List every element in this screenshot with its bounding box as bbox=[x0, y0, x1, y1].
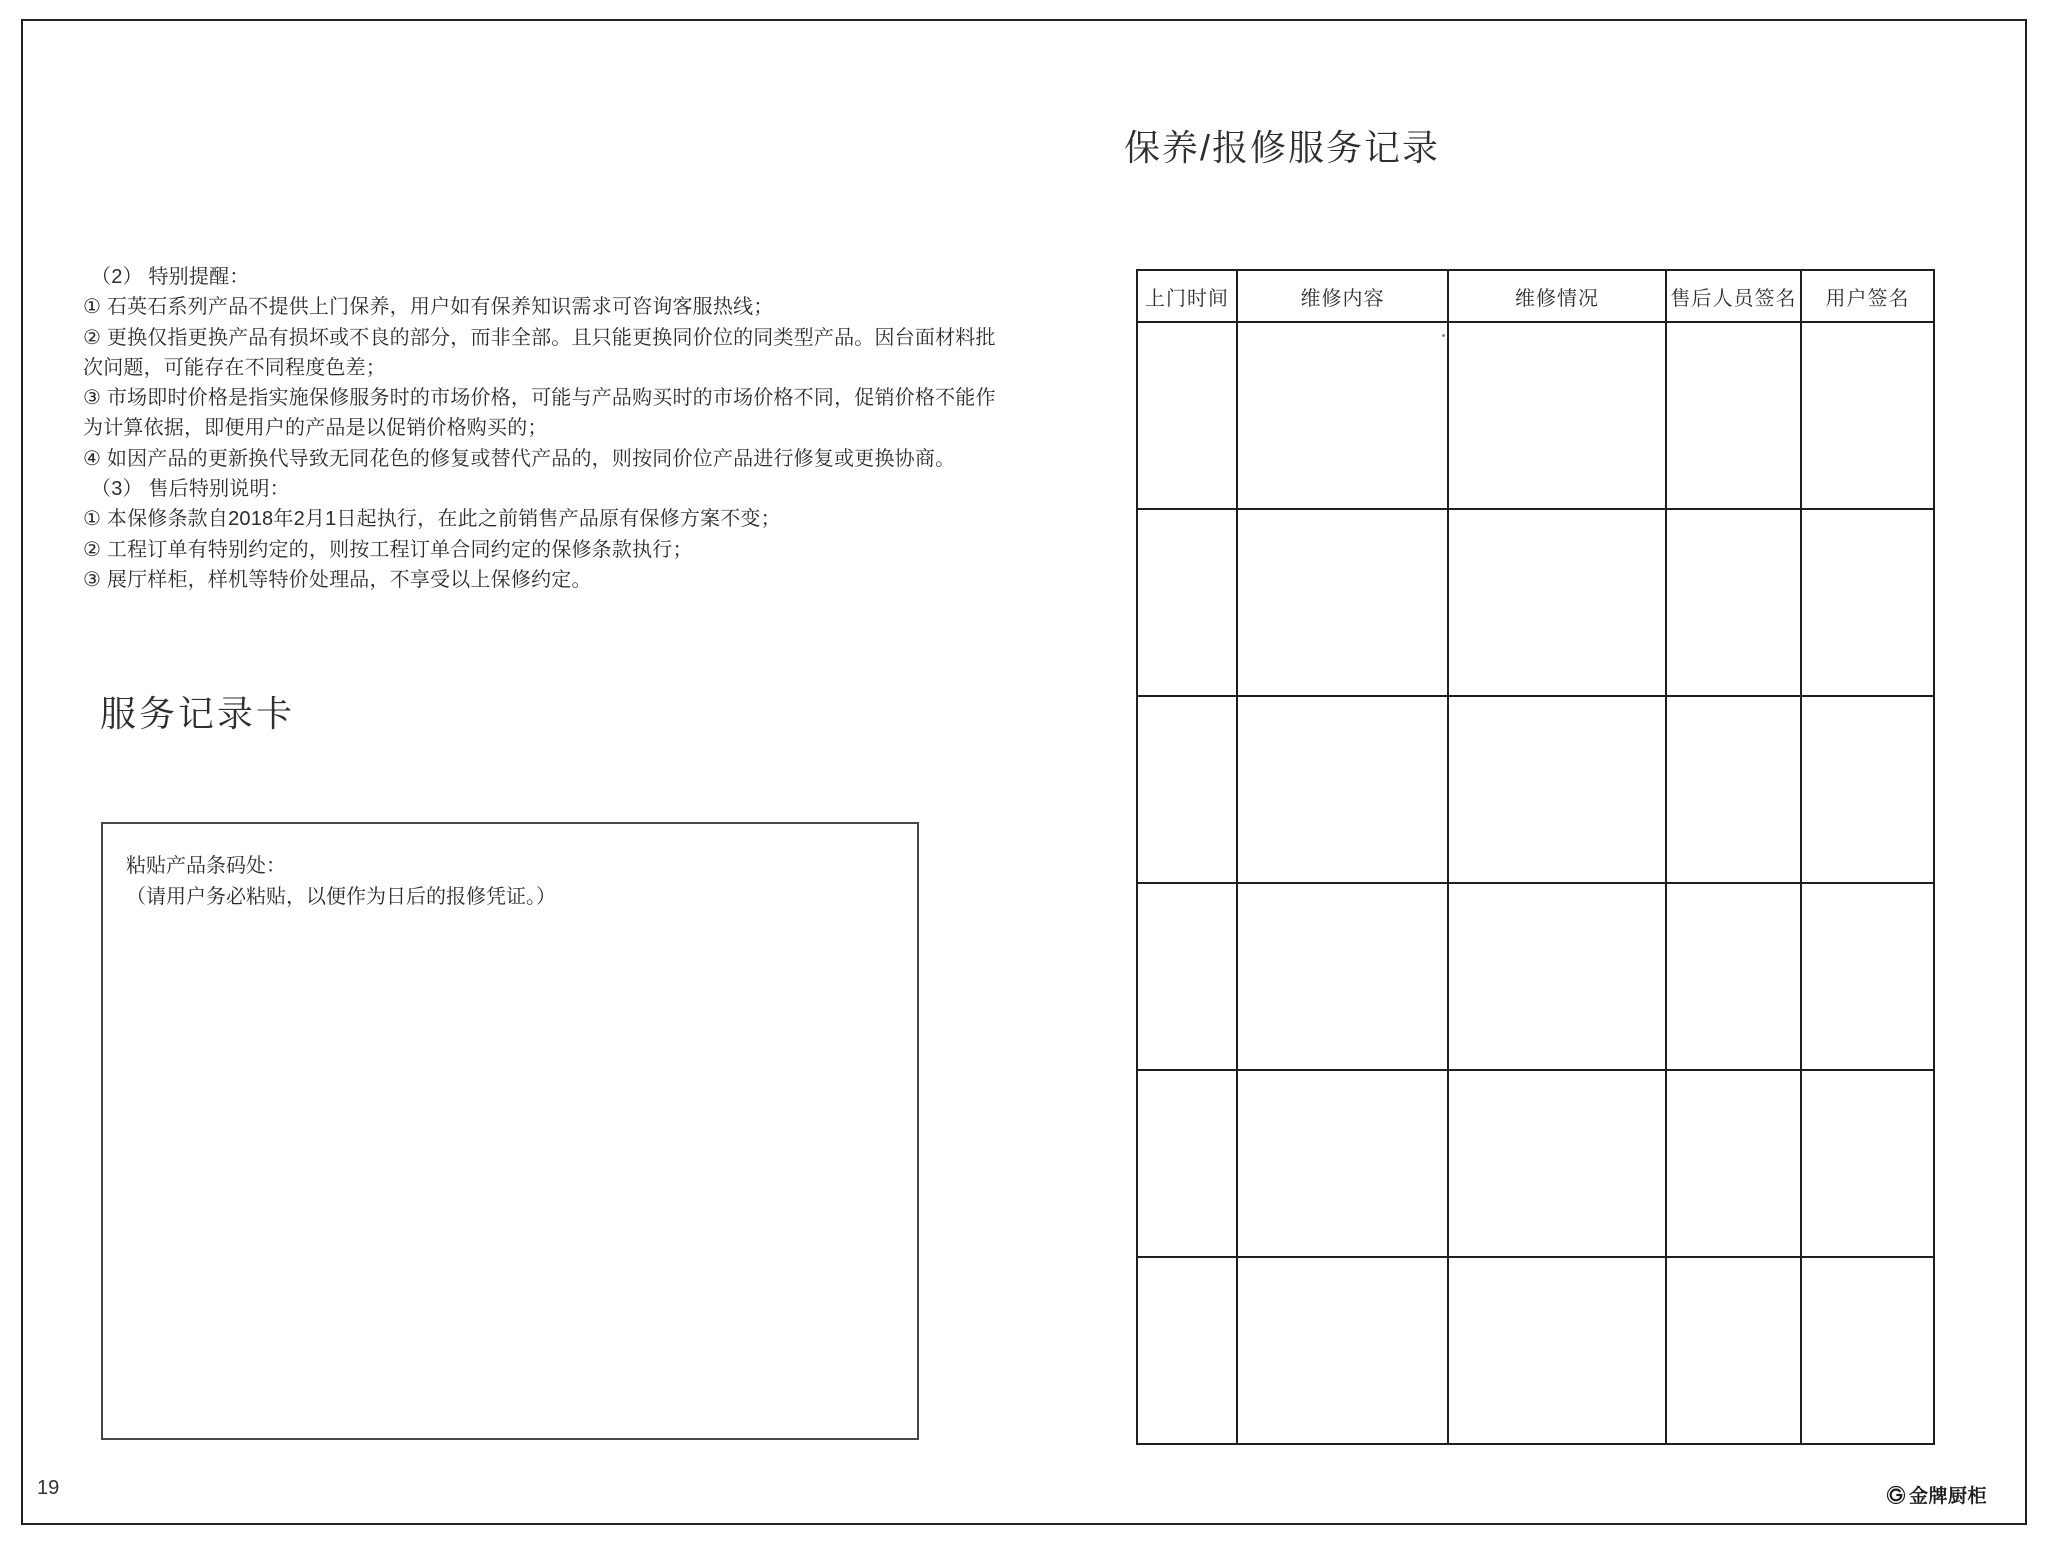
service-record-table bbox=[1136, 269, 1935, 1445]
table-cell bbox=[1801, 1070, 1934, 1257]
table-cell bbox=[1237, 1257, 1448, 1444]
barcode-box-label: 粘贴产品条码处： bbox=[126, 855, 286, 877]
column-header: 上门时间 bbox=[1137, 270, 1237, 322]
note-line: ③ 展厅样柜，样机等特价处理品，不享受以上保修约定。 bbox=[83, 568, 592, 591]
column-header: 用户签名 bbox=[1801, 270, 1934, 322]
brand-logo bbox=[1886, 1481, 1987, 1508]
table-cell bbox=[1237, 696, 1448, 883]
table-row bbox=[1137, 509, 1934, 696]
table-cell bbox=[1237, 1070, 1448, 1257]
table-cell bbox=[1237, 509, 1448, 696]
brand-name: 金牌厨柜 bbox=[1909, 1486, 1988, 1507]
note-line: 次问题，可能存在不同程度色差； bbox=[83, 356, 386, 379]
print-speck-artifact bbox=[1442, 334, 1445, 337]
table-cell bbox=[1801, 509, 1934, 696]
table-cell bbox=[1801, 1257, 1934, 1444]
table-cell bbox=[1666, 322, 1801, 509]
table-cell bbox=[1448, 509, 1666, 696]
table-cell bbox=[1137, 1070, 1237, 1257]
note-line: ② 工程订单有特别约定的，则按工程订单合同约定的保修条款执行； bbox=[83, 538, 693, 561]
table-cell bbox=[1448, 696, 1666, 883]
table-cell bbox=[1801, 696, 1934, 883]
table-cell bbox=[1137, 883, 1237, 1070]
table-cell bbox=[1448, 883, 1666, 1070]
table-cell bbox=[1137, 509, 1237, 696]
column-header: 售后人员签名 bbox=[1666, 270, 1801, 322]
page-number: 19 bbox=[37, 1477, 60, 1499]
service-card-title: 服务记录卡 bbox=[100, 693, 296, 734]
note-line: ① 本保修条款自2018年2月1日起执行，在此之前销售产品原有保修方案不变； bbox=[83, 508, 781, 531]
table-cell bbox=[1237, 322, 1448, 509]
table-cell bbox=[1801, 322, 1934, 509]
barcode-box-text bbox=[103, 824, 917, 912]
note-line: （2） 特别提醒： bbox=[91, 266, 250, 288]
g-circle-logo-icon bbox=[1886, 1485, 1906, 1505]
table-cell bbox=[1666, 1257, 1801, 1444]
column-header: 维修内容 bbox=[1237, 270, 1448, 322]
note-line: 为计算依据，即便用户的产品是以促销价格购买的； bbox=[83, 417, 548, 440]
table-row bbox=[1137, 696, 1934, 883]
column-header: 维修情况 bbox=[1448, 270, 1666, 322]
table-row bbox=[1137, 883, 1934, 1070]
table-cell bbox=[1801, 883, 1934, 1070]
table-cell bbox=[1448, 1070, 1666, 1257]
barcode-box bbox=[101, 822, 919, 1440]
table-cell bbox=[1137, 322, 1237, 509]
table-row bbox=[1137, 1070, 1934, 1257]
barcode-box-note: （请用户务必粘贴，以便作为日后的报修凭证。） bbox=[126, 885, 556, 908]
table-cell bbox=[1237, 883, 1448, 1070]
table-header-row bbox=[1137, 270, 1934, 322]
table-row bbox=[1137, 1257, 1934, 1444]
table-cell bbox=[1448, 1257, 1666, 1444]
page-title: 保养/报修服务记录 bbox=[1124, 127, 1441, 168]
table-cell bbox=[1666, 696, 1801, 883]
table-cell bbox=[1666, 1070, 1801, 1257]
note-line: ① 石英石系列产品不提供上门保养，用户如有保养知识需求可咨询客服热线； bbox=[83, 296, 774, 319]
table-cell bbox=[1666, 883, 1801, 1070]
note-line: （3） 售后特别说明： bbox=[91, 478, 290, 501]
note-line: ② 更换仅指更换产品有损坏或不良的部分，而非全部。且只能更换同价位的同类型产品。因台面材料批 bbox=[83, 326, 996, 349]
table-cell bbox=[1137, 1257, 1237, 1444]
warranty-notes bbox=[83, 262, 996, 595]
note-line: ③ 市场即时价格是指实施保修服务时的市场价格，可能与产品购买时的市场价格不同，促销价格不能作 bbox=[83, 387, 996, 410]
table-cell bbox=[1137, 696, 1237, 883]
note-line: ④ 如因产品的更新换代导致无同花色的修复或替代产品的，则按同价位产品进行修复或更换协商。 bbox=[83, 447, 956, 470]
table-cell bbox=[1666, 509, 1801, 696]
table-cell bbox=[1448, 322, 1666, 509]
table-row bbox=[1137, 322, 1934, 509]
